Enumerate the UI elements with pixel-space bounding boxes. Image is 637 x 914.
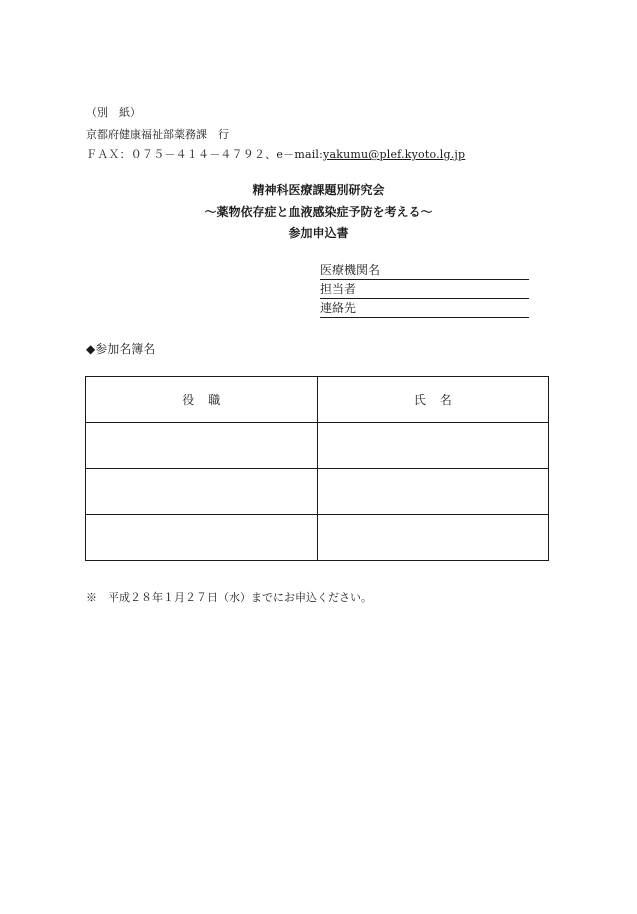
column-header-position: 役職 xyxy=(86,377,318,423)
document-title: 精神科医療課題別研究会 xyxy=(252,183,385,197)
field-label: 連絡先 xyxy=(320,301,357,315)
field-contact-info[interactable] xyxy=(320,300,529,318)
field-label: 担当者 xyxy=(320,282,357,296)
table-row xyxy=(86,515,549,561)
cell-position[interactable] xyxy=(86,469,318,515)
field-institution-name[interactable] xyxy=(320,262,529,280)
roster-heading: ◆参加名簿名 xyxy=(86,342,156,356)
table-row xyxy=(86,423,549,469)
email-address[interactable]: yakumu@plef.kyoto.lg.jp xyxy=(323,148,466,161)
cell-name[interactable] xyxy=(317,423,549,469)
form-title: 参加申込書 xyxy=(288,226,349,240)
cell-position[interactable] xyxy=(86,423,318,469)
field-label: 医療機関名 xyxy=(320,263,381,277)
cell-position[interactable] xyxy=(86,515,318,561)
table-header-row xyxy=(86,377,549,423)
fax-email-line xyxy=(86,146,465,162)
cell-name[interactable] xyxy=(317,515,549,561)
deadline-note: ※ 平成２８年１月２７日（水）までにお申込ください。 xyxy=(86,591,372,604)
fax-number: ＦＡＸ：０７５－４１４－４７９２、 xyxy=(86,148,277,161)
table-row xyxy=(86,469,549,515)
destination-line: 京都府健康福祉部薬務課 行 xyxy=(86,128,229,141)
email-prefix: e－mail: xyxy=(276,148,324,161)
field-contact-person[interactable] xyxy=(320,281,529,299)
document-subtitle: ～薬物依存症と血液感染症予防を考える～ xyxy=(204,205,433,219)
cell-name[interactable] xyxy=(317,469,549,515)
participant-roster-table xyxy=(85,376,549,561)
annex-label: （別 紙） xyxy=(86,106,141,119)
column-header-name: 氏名 xyxy=(317,377,549,423)
